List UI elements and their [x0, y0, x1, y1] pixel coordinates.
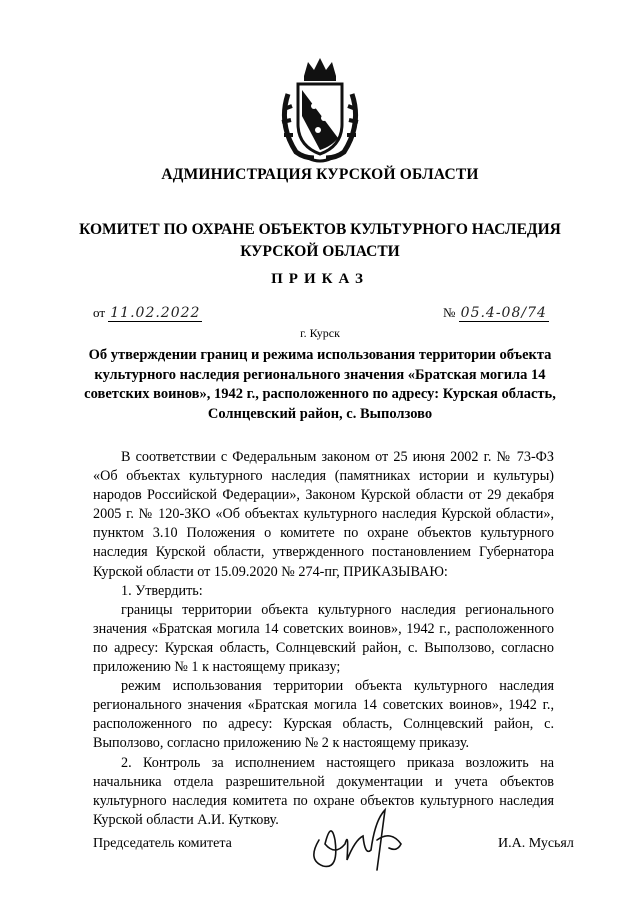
body-paragraph: 2. Контроль за исполнением настоящего приказа возложить на начальника отдела разрешительной документации и учета объектов культурного наследия комитета по охране объектов культурного наследия Курской области А.И. Куткову. — [93, 754, 554, 828]
body-paragraph: В соответствии с Федеральным законом от 25 июня 2002 г. № 73-ФЗ «Об объектах культурного наследия (памятниках истории и культуры) народов Российской Федерации», Законом Курской области от 29 декабря 2005 г. № 120-ЗКО «Об объектах культурного наследия Курской области», пунктом 3.10 Положения о комитете по охране объектов культурного наследия Курской области, утвержденного постановлением Губернатора Курской области от 15.09.2020 № 274-пг, ПРИКАЗЫВАЮ: — [93, 449, 554, 580]
body-paragraph: 1. Утвердить: — [121, 582, 203, 599]
number-prefix: № — [443, 305, 456, 320]
date-value: 11.02.2022 — [110, 305, 201, 321]
body-paragraph: границы территории объекта культурного наследия регионального значения «Братская могила 14 советских воинов», 1942 г., расположенного по адресу: Курская область, Солнцевский район, с. Выползово, согласно приложению № 1 к настоящему приказу; — [93, 601, 554, 676]
order-date — [93, 305, 202, 321]
order-title: Об утверждении границ и режима использования территории объекта культурного наследия регионального значения «Братская могила 14 советских воинов», 1942 г., расположенного по адресу: Курская область, Солнцевский район, с. Выползово — [84, 347, 556, 422]
handwritten-signature — [305, 800, 415, 880]
coat-of-arms-icon — [274, 54, 366, 164]
signatory-name: И.А. Мусьял — [498, 836, 574, 851]
number-value: 05.4-08/74 — [460, 305, 547, 321]
committee-heading-line2: КУРСКОЙ ОБЛАСТИ — [240, 243, 400, 260]
city-label: г. Курск — [300, 326, 340, 340]
committee-heading — [0, 219, 640, 263]
date-prefix: от — [93, 305, 106, 320]
document-type: ПРИКАЗ — [271, 271, 369, 287]
administration-heading: АДМИНИСТРАЦИЯ КУРСКОЙ ОБЛАСТИ — [161, 166, 479, 183]
body-paragraph: режим использования территории объекта культурного наследия регионального значения «Братская могила 14 советских воинов», 1942 г., расположенного по адресу: Курская область, Солнцевский район, с. Выползово, согласно приложению № 2 к настоящему приказу. — [93, 678, 554, 752]
order-number — [443, 305, 549, 321]
order-body — [93, 448, 554, 830]
signatory-position: Председатель комитета — [93, 836, 232, 851]
committee-heading-line1: КОМИТЕТ ПО ОХРАНЕ ОБЪЕКТОВ КУЛЬТУРНОГО НАСЛЕДИЯ — [79, 221, 561, 238]
